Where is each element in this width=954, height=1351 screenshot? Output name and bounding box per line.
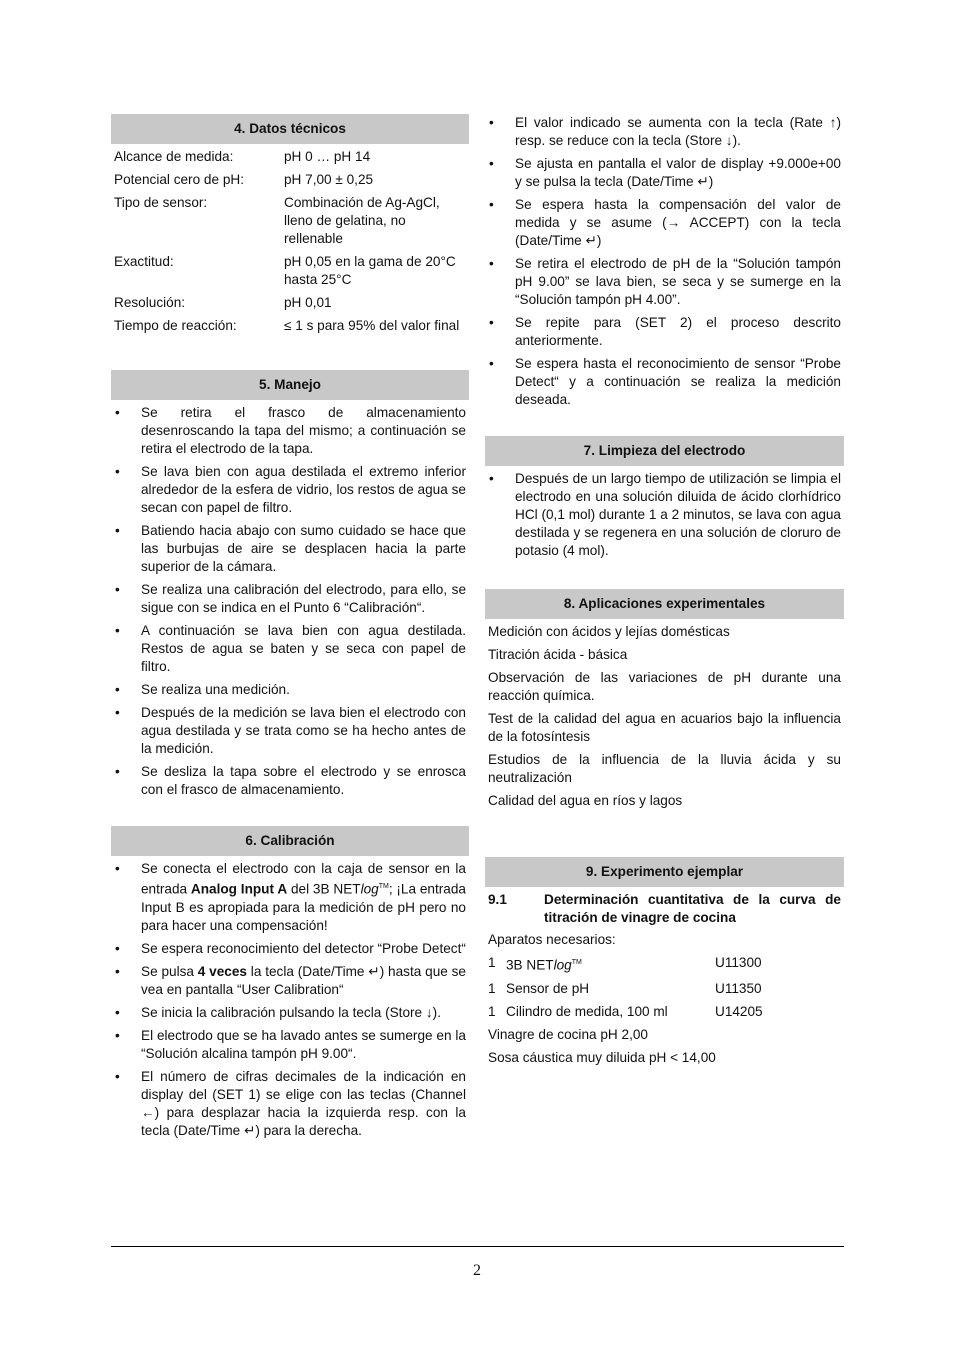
spec-key: Alcance de medida: [114, 149, 234, 164]
equipment-qty: 1 [488, 955, 496, 970]
equipment-name [506, 954, 715, 975]
section-heading-experimento: 9. Experimento ejemplar [485, 857, 844, 887]
list-item: • A continuación se lava bien con agua destilada. Restos de agua se baten y se seca con papel de filtro. [111, 622, 469, 676]
list-item: Test de la calidad del agua en acuarios bajo la influencia de la fotosíntesis [488, 711, 841, 744]
list-item: • Se retira el electrodo de pH de la “Solución tampón pH 9.00” se lava bien, se seca y se sumerge en la “Solución tampón pH 4.00”. [485, 255, 844, 309]
manejo-list [111, 404, 469, 799]
section-heading-datos-tecnicos: 4. Datos técnicos [111, 114, 469, 144]
text-fragment: del 3B NET [287, 881, 361, 897]
subsection-title: Determinación cuantitativa de la curva de titración de vinagre de cocina [544, 892, 841, 925]
bold-term: Analog Input A [190, 881, 288, 897]
equipment-qty: 1 [488, 980, 496, 996]
text-fragment: 3B NET [506, 957, 554, 973]
list-item: • El electrodo que se ha lavado antes se sumerge en la “Solución alcalina tampón pH 9.00“. [111, 1027, 469, 1063]
equipment-code: U11350 [715, 980, 762, 996]
list-item: • Se realiza una medición. [111, 681, 469, 699]
list-item: • Se espera hasta la compensación del valor de medida y se asume (→ ACCEPT) con la tecla (Date/Time ↵) [485, 196, 844, 250]
spec-value: pH 7,00 ± 0,25 [284, 172, 374, 187]
list-item: • Se realiza una calibración del electrodo, para ello, se sigue con se indica en el Punto 6 “Calibración“. [111, 581, 469, 617]
list-item: • Después de un largo tiempo de utilización se limpia el electrodo en una solución diluida de ácido clorhídrico HCl (0,1 mol) durante 1 a 2 minutos, se lava con agua destilada y se regenera en una solución de cloruro de potasio (4 mol). [485, 470, 844, 560]
list-item: • Se ajusta en pantalla el valor de display +9.000e+00 y se pulsa la tecla (Date/Time ↵) [485, 155, 844, 191]
spec-row [114, 317, 469, 335]
list-item: • El valor indicado se aumenta con la tecla (Rate ↑) resp. se reduce con la tecla (Store ↓). [485, 114, 844, 150]
spec-key: Potencial cero de pH: [114, 172, 244, 187]
list-item: Titración ácida - básica [488, 647, 628, 662]
specs-table [111, 144, 469, 335]
reagent-line: Sosa cáustica muy diluida pH < 14,00 [488, 1049, 716, 1065]
spec-value: pH 0 … pH 14 [284, 149, 371, 164]
italic-term: log [360, 881, 379, 897]
subsection-number: 9.1 [488, 892, 507, 907]
trademark-mark: TM [378, 883, 389, 890]
spec-value: pH 0,01 [284, 295, 332, 310]
equipment-qty: 1 [488, 1003, 496, 1019]
list-item: • Se retira el frasco de almacenamiento desenroscando la tapa del mismo; a continuación se retira el electrodo de la tapa. [111, 404, 469, 458]
section-heading-manejo: 5. Manejo [111, 370, 469, 400]
equipment-code: U11300 [715, 955, 762, 970]
equipment-row [485, 1003, 844, 1021]
aparatos-label: Aparatos necesarios: [488, 932, 616, 947]
aplicaciones-list [485, 619, 844, 810]
list-item [111, 860, 469, 935]
equipment-name: Cilindro de medida, 100 ml [506, 1003, 668, 1019]
right-column [485, 114, 844, 1072]
equipment-row [485, 954, 844, 975]
list-item: Calidad del agua en ríos y lagos [488, 793, 683, 808]
list-item: • Se espera hasta el reconocimiento de sensor “Probe Detect“ y a continuación se realiza la medición deseada. [485, 355, 844, 409]
left-column [111, 114, 469, 1145]
section-heading-calibracion: 6. Calibración [111, 826, 469, 856]
list-item: • Batiendo hacia abajo con sumo cuidado se hace que las burbujas de aire se desplacen hacia la parte superior de la cámara. [111, 522, 469, 576]
spec-value: pH 0,05 en la gama de 20°C hasta 25°C [284, 254, 456, 287]
list-item: • Se inicia la calibración pulsando la tecla (Store ↓). [111, 1004, 469, 1022]
spec-key: Exactitud: [114, 254, 174, 269]
spec-value: ≤ 1 s para 95% del valor final [284, 318, 460, 333]
calibracion-list [111, 860, 469, 1140]
spec-key: Tipo de sensor: [114, 195, 208, 210]
list-item: • Se desliza la tapa sobre el electrodo y se enrosca con el frasco de almacenamiento. [111, 763, 469, 799]
list-item: • Se espera reconocimiento del detector “Probe Detect“ [111, 940, 469, 958]
equipment-code: U14205 [715, 1003, 763, 1019]
list-item: • Se repite para (SET 2) el proceso descrito anteriormente. [485, 314, 844, 350]
equipment-row [485, 980, 844, 998]
section-heading-limpieza: 7. Limpieza del electrodo [485, 436, 844, 466]
text-fragment: Se pulsa [141, 963, 198, 979]
italic-term: log [553, 957, 572, 973]
text-fragment: la tecla (Date/Time ↵) hasta que se vea en pantalla “User Calibration“ [141, 963, 466, 997]
spec-value: Combinación de Ag-AgCl, lleno de gelatina, no rellenable [284, 195, 440, 246]
list-item: Medición con ácidos y lejías domésticas [488, 624, 730, 639]
text-fragment: ; ¡La entrada Input B es apropiada para la medición de pH pero no para hacer una compensación! [141, 881, 466, 933]
footer-divider [111, 1246, 844, 1247]
spec-row [114, 294, 469, 312]
trademark-mark: TM [571, 959, 582, 966]
equipment-name: Sensor de pH [506, 980, 590, 996]
spec-row [114, 194, 469, 248]
subsection-heading [485, 887, 844, 927]
list-item: Estudios de la influencia de la lluvia ácida y su neutralización [488, 752, 841, 785]
list-item: • Después de la medición se lava bien el electrodo con agua destilada y se trata como se ha hecho antes de la medición. [111, 704, 469, 758]
section-heading-aplicaciones: 8. Aplicaciones experimentales [485, 589, 844, 619]
limpieza-list [485, 470, 844, 560]
spec-row [114, 171, 469, 189]
page-number: 2 [473, 1262, 481, 1279]
list-item [111, 963, 469, 999]
list-item: Observación de las variaciones de pH durante una reacción química. [488, 670, 841, 703]
list-item: • El número de cifras decimales de la indicación en display del (SET 1) se elige con las teclas (Channel ←) para desplazar hacia la izquierda resp. con la tecla (Date/Time ↵) para la derecha. [111, 1068, 469, 1140]
spec-row [114, 253, 469, 289]
spec-row [114, 148, 469, 166]
spec-key: Resolución: [114, 295, 186, 310]
text-fragment: Se conecta el electrodo con la caja de sensor en la entrada [141, 861, 466, 897]
list-item: • Se lava bien con agua destilada el extremo inferior alrededor de la esfera de vidrio, los restos de agua se secan con papel de filtro. [111, 463, 469, 517]
reagent-line: Vinagre de cocina pH 2,00 [488, 1026, 648, 1042]
spec-key: Tiempo de reacción: [114, 318, 237, 333]
calibracion-list-continued [485, 114, 844, 409]
bold-term: 4 veces [197, 963, 247, 979]
